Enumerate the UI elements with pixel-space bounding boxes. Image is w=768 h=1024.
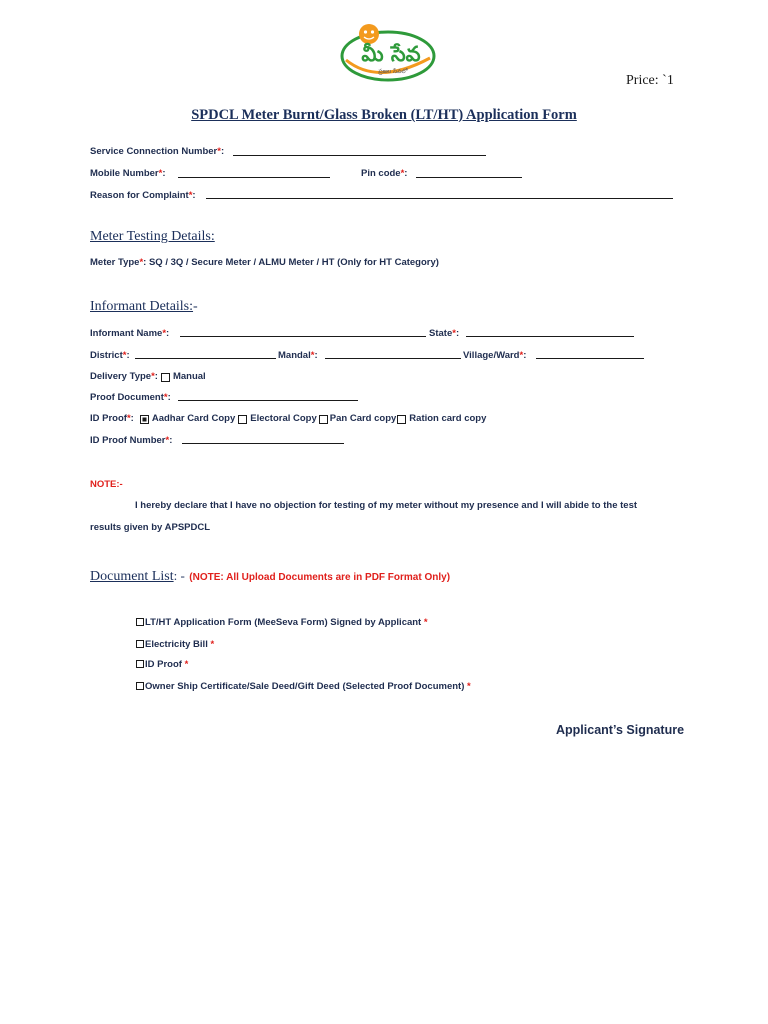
- document-item[interactable]: Owner Ship Certificate/Sale Deed/Gift Deed (Selected Proof Document) *: [136, 681, 471, 692]
- mobile-label: Mobile Number: [90, 168, 159, 179]
- applicant-signature-label: Applicant’s Signature: [556, 723, 685, 737]
- document-item[interactable]: Electricity Bill *: [136, 639, 214, 650]
- village-row: Village/Ward * :: [463, 350, 527, 361]
- aadhar-checkbox[interactable]: [140, 415, 149, 424]
- electoral-option: Electoral Copy: [250, 413, 317, 424]
- meter-testing-heading: Meter Testing Details:: [90, 229, 215, 244]
- meter-type-label: Meter Type: [90, 257, 140, 268]
- note-label: NOTE:-: [90, 479, 123, 490]
- declaration-line-1: I hereby declare that I have no objection for testing of my meter without my presence and I will abide to the test: [135, 500, 638, 511]
- service-connection-field[interactable]: [233, 155, 486, 156]
- document-checkbox[interactable]: [136, 618, 144, 626]
- pan-checkbox[interactable]: [319, 415, 328, 424]
- district-field[interactable]: [135, 358, 276, 359]
- meeseva-logo: [338, 14, 438, 86]
- proof-document-row: Proof Document * :: [90, 392, 171, 403]
- ration-option: Ration card copy: [409, 413, 487, 424]
- delivery-type-row: Delivery Type * : Manual: [90, 371, 206, 382]
- logo-text: మీ సేవ: [361, 42, 421, 66]
- delivery-type-label: Delivery Type: [90, 371, 152, 382]
- mandal-label: Mandal: [278, 350, 311, 361]
- informant-heading: Informant Details:-: [90, 299, 198, 314]
- declaration-line-2: results given by APSPDCL: [90, 522, 211, 533]
- document-item[interactable]: LT/HT Application Form (MeeSeva Form) Signed by Applicant *: [136, 617, 428, 628]
- ration-checkbox[interactable]: [397, 415, 406, 424]
- reason-label: Reason for Complaint: [90, 190, 189, 201]
- informant-name-field[interactable]: [180, 336, 426, 337]
- mobile-field[interactable]: [178, 177, 330, 178]
- logo-subtext: ప్రజల సేవలో: [378, 69, 408, 75]
- district-label: District: [90, 350, 123, 361]
- id-proof-label: ID Proof: [90, 413, 127, 424]
- informant-name-row: Informant Name * :: [90, 328, 170, 339]
- reason-field[interactable]: [206, 198, 673, 199]
- village-label: Village/Ward: [463, 350, 520, 361]
- reason-row: Reason for Complaint * :: [90, 190, 196, 201]
- service-connection-row: Service Connection Number * :: [90, 146, 225, 157]
- manual-option-label: Manual: [172, 371, 206, 382]
- electoral-checkbox[interactable]: [238, 415, 247, 424]
- document-list-heading: Document List: - (NOTE: All Upload Documents are in PDF Format Only): [90, 568, 451, 584]
- page-title: SPDCL Meter Burnt/Glass Broken (LT/HT) Application Form: [191, 107, 577, 123]
- document-checkbox[interactable]: [136, 682, 144, 690]
- pan-option: Pan Card copy: [329, 413, 397, 424]
- proof-document-label: Proof Document: [90, 392, 164, 403]
- mandal-field[interactable]: [325, 358, 461, 359]
- id-number-field[interactable]: [182, 443, 344, 444]
- service-connection-label: Service Connection Number: [90, 146, 218, 157]
- document-checkbox[interactable]: [136, 660, 144, 668]
- pin-field[interactable]: [416, 177, 522, 178]
- aadhar-option: Aadhar Card Copy: [151, 413, 236, 424]
- informant-name-label: Informant Name: [90, 328, 163, 339]
- meter-type-row: Meter Type * : SQ / 3Q / Secure Meter / ALMU Meter / HT (Only for HT Category): [90, 257, 439, 268]
- price-label: Price: `1: [626, 73, 674, 88]
- document-checkbox[interactable]: [136, 640, 144, 648]
- document-note: (NOTE: All Upload Documents are in PDF Format Only): [189, 572, 451, 583]
- id-number-label: ID Proof Number: [90, 435, 166, 446]
- village-field[interactable]: [536, 358, 644, 359]
- district-row: District * :: [90, 350, 130, 361]
- proof-document-field[interactable]: [178, 400, 358, 401]
- manual-checkbox[interactable]: [161, 373, 170, 382]
- mobile-row: Mobile Number * :: [90, 168, 166, 179]
- pin-label: Pin code: [361, 168, 401, 179]
- state-field[interactable]: [466, 336, 634, 337]
- pin-row: Pin code * :: [361, 168, 408, 179]
- state-row: State * :: [429, 328, 460, 339]
- id-proof-row: ID Proof * : Aadhar Card Copy Electoral Copy Pan Card copy Ration card copy: [90, 413, 487, 424]
- mandal-row: Mandal * :: [278, 350, 318, 361]
- state-label: State: [429, 328, 453, 339]
- document-item[interactable]: ID Proof *: [136, 659, 188, 670]
- id-number-row: ID Proof Number * :: [90, 435, 173, 446]
- meter-type-options: : SQ / 3Q / Secure Meter / ALMU Meter / HT (Only for HT Category): [143, 257, 439, 268]
